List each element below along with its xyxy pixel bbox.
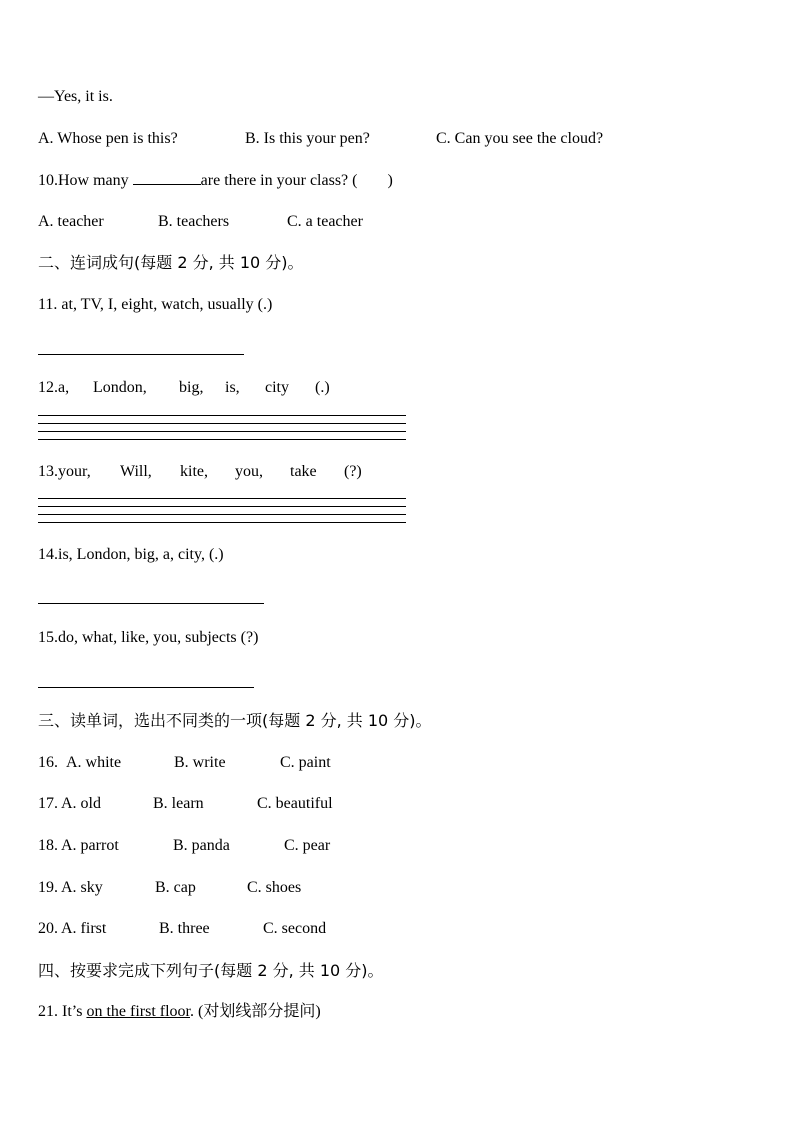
q13-answer-lines (38, 498, 406, 530)
q20-number: 20. (38, 920, 58, 937)
q15-answer-line (38, 687, 254, 688)
q11-question (38, 295, 272, 315)
q21-number: 21. (38, 1003, 58, 1020)
q10-close-paren: ) (387, 172, 393, 189)
q9-option-b: B. Is this your pen? (245, 130, 370, 147)
q11-number: 11. (38, 296, 58, 313)
q12-word: big, (179, 379, 204, 396)
q10-option-b: B. teachers (158, 213, 230, 230)
q9-option-a: A. Whose pen is this? (38, 130, 178, 147)
q21-underlined-phrase: on the first floor (86, 1003, 190, 1020)
q14-question (38, 545, 224, 565)
q10-option-c: C. a teacher (287, 213, 363, 230)
q14-answer-line (38, 603, 264, 604)
q13-question (38, 462, 362, 482)
q16-question (38, 753, 331, 773)
q20-option-c: C. second (263, 920, 327, 937)
q18-number: 18. (38, 837, 58, 854)
q10-blank (133, 170, 201, 185)
q20-option-b: B. three (159, 920, 210, 937)
q14-words: is, London, big, a, city, (.) (58, 546, 224, 563)
q12-word: London, (93, 379, 147, 396)
q13-word: take (290, 463, 317, 480)
q12-word: a, (58, 379, 70, 396)
q9-answer: —Yes, it is. (38, 88, 113, 105)
q12-word: city (265, 379, 289, 396)
q11-answer-line (38, 354, 244, 355)
q9-option-c: C. Can you see the cloud? (436, 130, 604, 147)
q19-option-a: A. sky (61, 879, 103, 896)
q10-text-after: are there in your class? ( (200, 172, 358, 189)
q17-number: 17. (38, 795, 58, 812)
q19-number: 19. (38, 879, 58, 896)
q15-words: do, what, like, you, subjects (?) (58, 629, 259, 646)
q10-number: 10. (38, 172, 58, 189)
q20-question (38, 919, 326, 939)
q16-option-c: C. paint (280, 754, 331, 771)
section-4-heading: 四、按要求完成下列句子(每题 2 分, 共 10 分)。 (38, 961, 384, 980)
q9-options (38, 129, 603, 149)
q12-answer-lines (38, 415, 406, 447)
q16-option-b: B. write (174, 754, 226, 771)
q16-option-a: A. white (66, 754, 122, 771)
q10-question (38, 170, 393, 191)
q13-word: Will, (120, 463, 152, 480)
q12-word: is, (225, 379, 240, 396)
q18-option-b: B. panda (173, 837, 230, 854)
q13-word: your, (58, 463, 91, 480)
q16-number: 16. (38, 754, 58, 771)
q13-word: you, (235, 463, 263, 480)
q10-option-a: A. teacher (38, 213, 104, 230)
q15-question (38, 628, 258, 648)
q18-option-c: C. pear (284, 837, 331, 854)
q12-word: (.) (315, 379, 330, 396)
q18-option-a: A. parrot (61, 837, 119, 854)
q13-number: 13. (38, 463, 58, 480)
q12-number: 12. (38, 379, 58, 396)
q17-option-c: C. beautiful (257, 795, 333, 812)
q21-suffix: . (190, 1003, 198, 1020)
q13-word: kite, (180, 463, 208, 480)
q18-question (38, 836, 330, 856)
q11-words: at, TV, I, eight, watch, usually (.) (61, 296, 273, 313)
q13-word: (?) (344, 463, 362, 480)
q19-option-b: B. cap (155, 879, 196, 896)
q20-option-a: A. first (61, 920, 107, 937)
q10-text-before: How many (58, 172, 133, 189)
q17-option-b: B. learn (153, 795, 204, 812)
q12-question (38, 378, 330, 398)
section-2-heading: 二、连词成句(每题 2 分, 共 10 分)。 (38, 253, 304, 272)
section-3-heading: 三、读单词，选出不同类的一项(每题 2 分, 共 10 分)。 (38, 711, 432, 730)
q10-options (38, 212, 363, 232)
q17-option-a: A. old (61, 795, 101, 812)
q14-number: 14. (38, 546, 58, 563)
q19-option-c: C. shoes (247, 879, 302, 896)
q21-prefix: It’s (58, 1003, 87, 1020)
q21-question (38, 1002, 321, 1022)
q21-instruction: (对划线部分提问) (198, 1003, 321, 1020)
q19-question (38, 878, 301, 898)
q15-number: 15. (38, 629, 58, 646)
q17-question (38, 794, 333, 814)
